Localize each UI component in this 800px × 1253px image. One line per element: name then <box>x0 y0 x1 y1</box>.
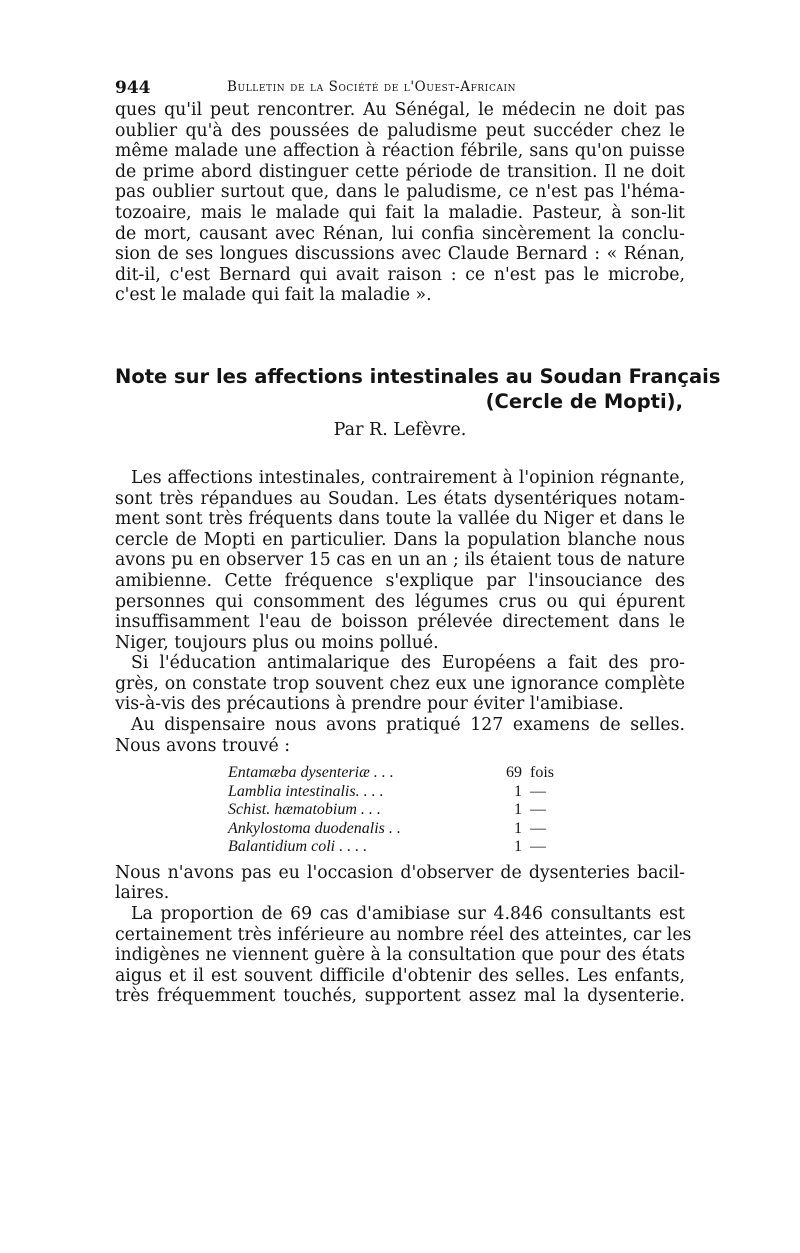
text-line: tozoaire, mais le malade qui fait la maladie. Pasteur, à son-lit <box>115 202 685 223</box>
text-line: indigènes ne viennent guère à la consultation que pour des états <box>115 945 685 966</box>
text-line: Nous n'avons pas eu l'occasion d'observer de dysenteries bacil- <box>115 862 685 883</box>
table-row <box>228 838 685 857</box>
organism-name: Lamblia intestinalis. . . . <box>228 782 384 800</box>
organism-name: Ankylostoma duodenalis . . <box>228 819 401 837</box>
case-count: 1 <box>514 801 522 819</box>
text-line: Nous avons trouvé : <box>115 735 291 756</box>
running-head: Bulletin de la Société de l'Ouest-Africain <box>227 79 517 95</box>
text-line: très fréquemment touchés, supportent assez mal la dysenterie. <box>115 986 685 1007</box>
text-line: laires. <box>115 883 170 904</box>
text-line: Les affections intestinales, contrairement à l'opinion régnante, <box>131 467 685 488</box>
text-line: sont très répandues au Soudan. Les états dysentériques notam- <box>115 488 685 509</box>
count-unit: — <box>530 819 546 837</box>
text-line: amibienne. Cette fréquence s'explique par l'insouciance des <box>115 570 685 591</box>
text-line: Au dispensaire nous avons pratiqué 127 examens de selles. <box>131 715 685 736</box>
article-title-line-2: (Cercle de Mopti), <box>485 389 683 413</box>
text-line: sion de ses longues discussions avec Claude Bernard : « Rénan, <box>115 244 685 265</box>
text-line: certainement très inférieure au nombre réel des atteintes, car les <box>115 924 692 945</box>
page-header <box>115 70 685 100</box>
paragraph-4 <box>115 863 685 904</box>
text-line: vis-à-vis des précautions à prendre pour éviter l'amibiase. <box>115 694 624 715</box>
organism-name: Schist. hæmatobium . . . <box>228 801 381 819</box>
case-count: 1 <box>514 838 522 856</box>
text-line: dit-il, c'est Bernard qui avait raison : ce n'est pas le microbe, <box>115 264 685 285</box>
page-number: 944 <box>115 78 151 98</box>
text-line: La proportion de 69 cas d'amibiase sur 4.846 consultants est <box>131 903 685 924</box>
text-line: aigus et il est souvent difficile d'obtenir des selles. Les enfants, <box>115 965 685 986</box>
count-unit: fois <box>530 764 554 782</box>
table-row <box>228 820 685 839</box>
text-line: c'est le malade qui fait la maladie ». <box>115 285 432 306</box>
text-line: de mort, causant avec Rénan, lui confia sincèrement la conclu- <box>115 223 685 244</box>
article-body <box>115 467 692 1007</box>
text-line: pas oublier surtout que, dans le paludisme, ce n'est pas l'héma- <box>115 182 685 203</box>
article-heading <box>115 364 721 440</box>
text-line: ques qu'il peut rencontrer. Au Sénégal, le médecin ne doit pas <box>115 100 685 120</box>
text-line: oublier qu'à des poussées de paludisme peut succéder chez le <box>115 120 685 141</box>
intro-paragraph <box>115 100 685 306</box>
page <box>115 70 721 1007</box>
text-line: cercle de Mopti en particulier. Dans la population blanche nous <box>115 529 685 550</box>
article-title-line-1: Note sur les affections intestinales au Soudan Français <box>115 364 721 388</box>
count-unit: — <box>530 782 546 800</box>
table-row <box>228 783 685 802</box>
organism-name: Entamæba dysenteriæ . . . <box>228 764 394 782</box>
paragraph-5 <box>115 903 692 1007</box>
text-line: insuffisamment l'eau de boisson prélevée directement dans le <box>115 612 685 633</box>
text-line: même malade une affection à réaction fébrile, sans qu'on puisse <box>115 141 685 162</box>
text-line: Niger, toujours plus ou moins pollué. <box>115 632 439 653</box>
case-count: 1 <box>514 819 522 837</box>
paragraph-1 <box>115 468 685 653</box>
text-line: ment sont très fréquents dans toute la vallée du Niger et dans le <box>115 509 685 530</box>
text-line: de prime abord distinguer cette période de transition. Il ne doit <box>115 161 685 182</box>
count-unit: — <box>530 838 546 856</box>
text-line: avons pu en observer 15 cas en un an ; ils étaient tous de nature <box>115 550 685 571</box>
count-unit: — <box>530 801 546 819</box>
article-author: Par R. Lefèvre. <box>333 419 467 440</box>
organism-name: Balantidium coli . . . . <box>228 838 368 856</box>
paragraph-2 <box>115 653 685 715</box>
text-line: grès, on constate trop souvent chez eux une ignorance complète <box>115 673 685 694</box>
text-line: personnes qui consomment des légumes crus ou qui épurent <box>115 591 685 612</box>
table-row <box>228 801 685 820</box>
text-line: Si l'éducation antimalarique des Européens a fait des pro- <box>131 653 685 674</box>
paragraph-3 <box>115 715 685 756</box>
article-title <box>115 364 721 414</box>
table-row <box>228 764 685 783</box>
exam-results-table <box>228 764 685 857</box>
case-count: 1 <box>514 782 522 800</box>
case-count: 69 <box>506 764 522 782</box>
